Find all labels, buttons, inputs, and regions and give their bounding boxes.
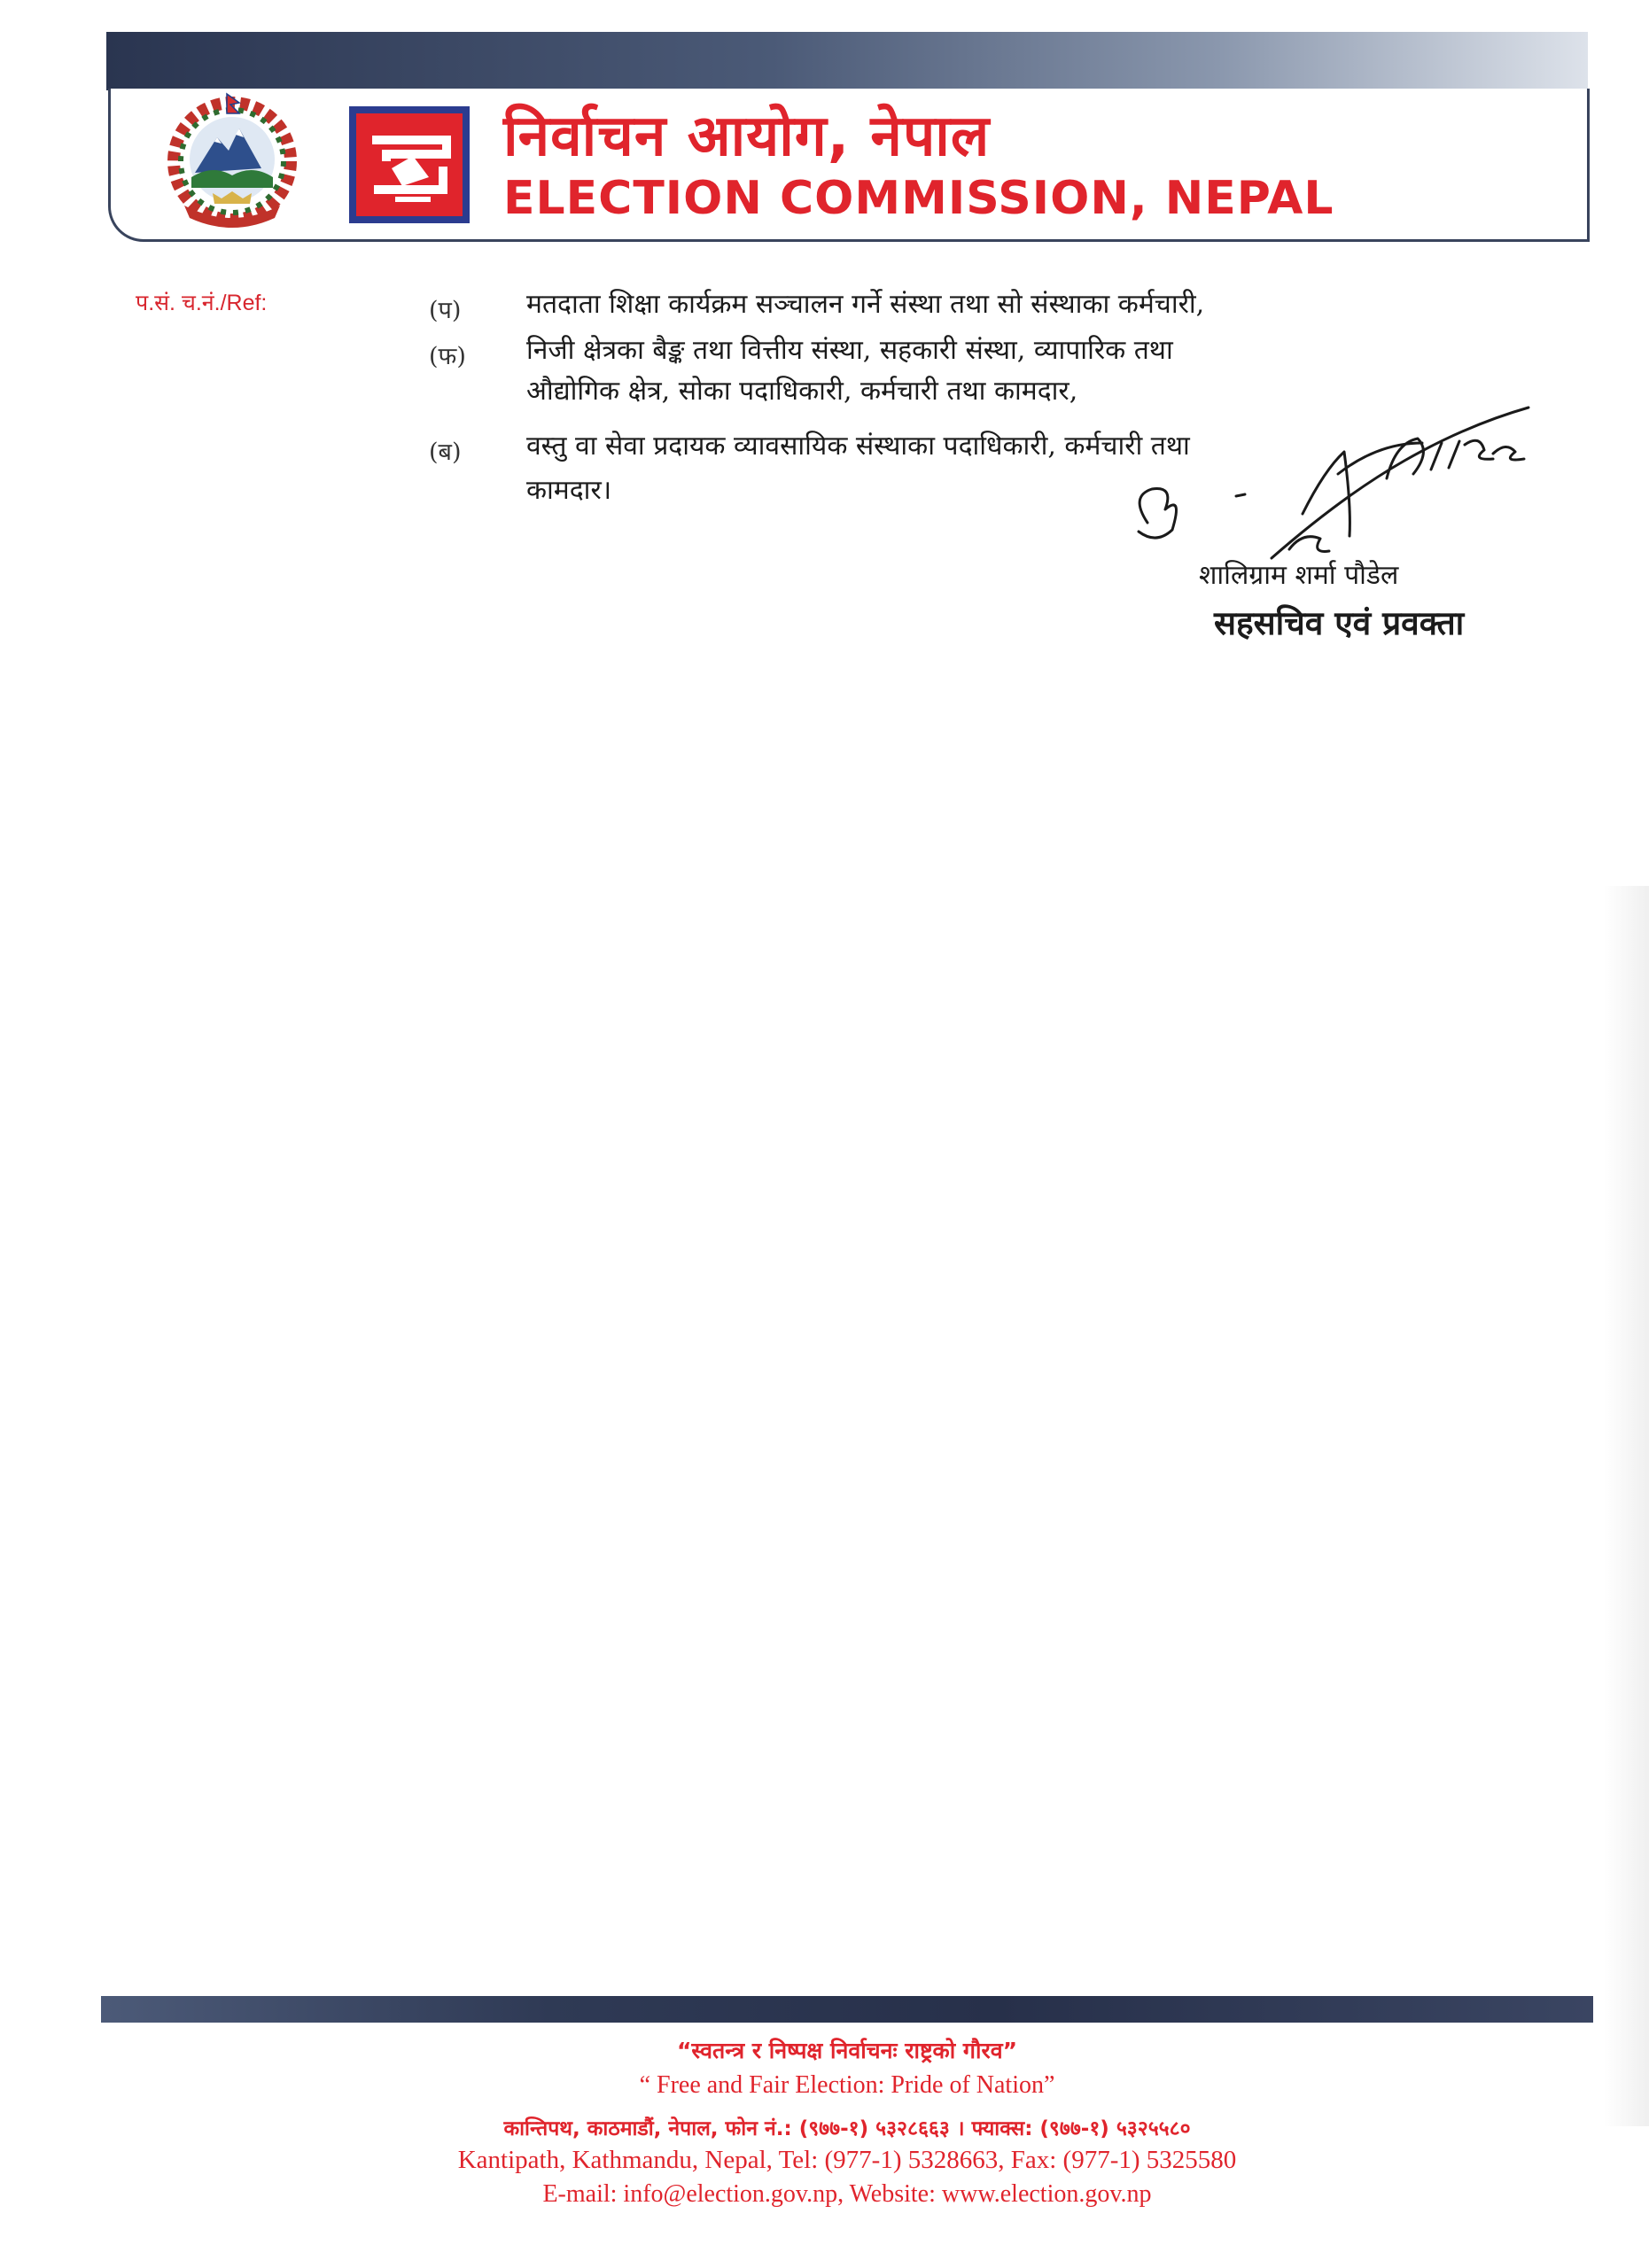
commission-title-nepali: निर्वाचन आयोग, नेपाल <box>503 104 991 169</box>
footer-address-nepali: कान्तिपथ, काठमाडौं, नेपाल, फोन नं.: (९७७-१) ५३२८६६३ । फ्याक्स: (९७७-१) ५३२५५८० <box>503 2117 1191 2140</box>
list-item-line: वस्तु वा सेवा प्रदायक व्यावसायिक संस्थाका पदाधिकारी, कर्मचारी तथा <box>526 431 1190 462</box>
reference-label: प.सं. च.नं./Ref: <box>136 291 268 315</box>
scan-shadow <box>1604 886 1649 2126</box>
header-bar <box>106 32 1588 90</box>
footer-bar <box>101 1996 1593 2023</box>
list-item-line: कामदार। <box>526 475 612 506</box>
list-item-marker: (ब) <box>429 439 462 466</box>
signatory-title: सहसचिव एवं प्रवक्ता <box>1214 603 1465 642</box>
footer-motto-english: “ Free and Fair Election: Pride of Nation” <box>639 2071 1055 2099</box>
list-item-line: निजी क्षेत्रका बैङ्क तथा वित्तीय संस्था, सहकारी संस्था, व्यापारिक तथा <box>526 335 1173 366</box>
footer-contact: E-mail: info@election.gov.np, Website: www.election.gov.np <box>542 2180 1152 2208</box>
list-item-marker: (प) <box>429 297 462 324</box>
list-item-line: औद्योगिक क्षेत्र, सोका पदाधिकारी, कर्मचारी तथा कामदार, <box>526 376 1078 407</box>
signatory-name: शालिग्राम शर्मा पौडेल <box>1199 560 1399 591</box>
footer-address-english: Kantipath, Kathmandu, Nepal, Tel: (977-1) 5328663, Fax: (977-1) 5325580 <box>457 2146 1237 2174</box>
footer-motto-nepali: “स्वतन्त्र र निष्पक्ष निर्वाचनः राष्ट्रको गौरव” <box>676 2038 1018 2063</box>
commission-title-english: ELECTION COMMISSION, NEPAL <box>503 172 1334 225</box>
election-commission-logo-icon <box>347 105 471 225</box>
list-item-marker: (फ) <box>429 343 466 370</box>
nepal-emblem-icon <box>151 89 315 235</box>
list-item-line: मतदाता शिक्षा कार्यक्रम सञ्चालन गर्ने संस्था तथा सो संस्थाका कर्मचारी, <box>526 289 1205 320</box>
